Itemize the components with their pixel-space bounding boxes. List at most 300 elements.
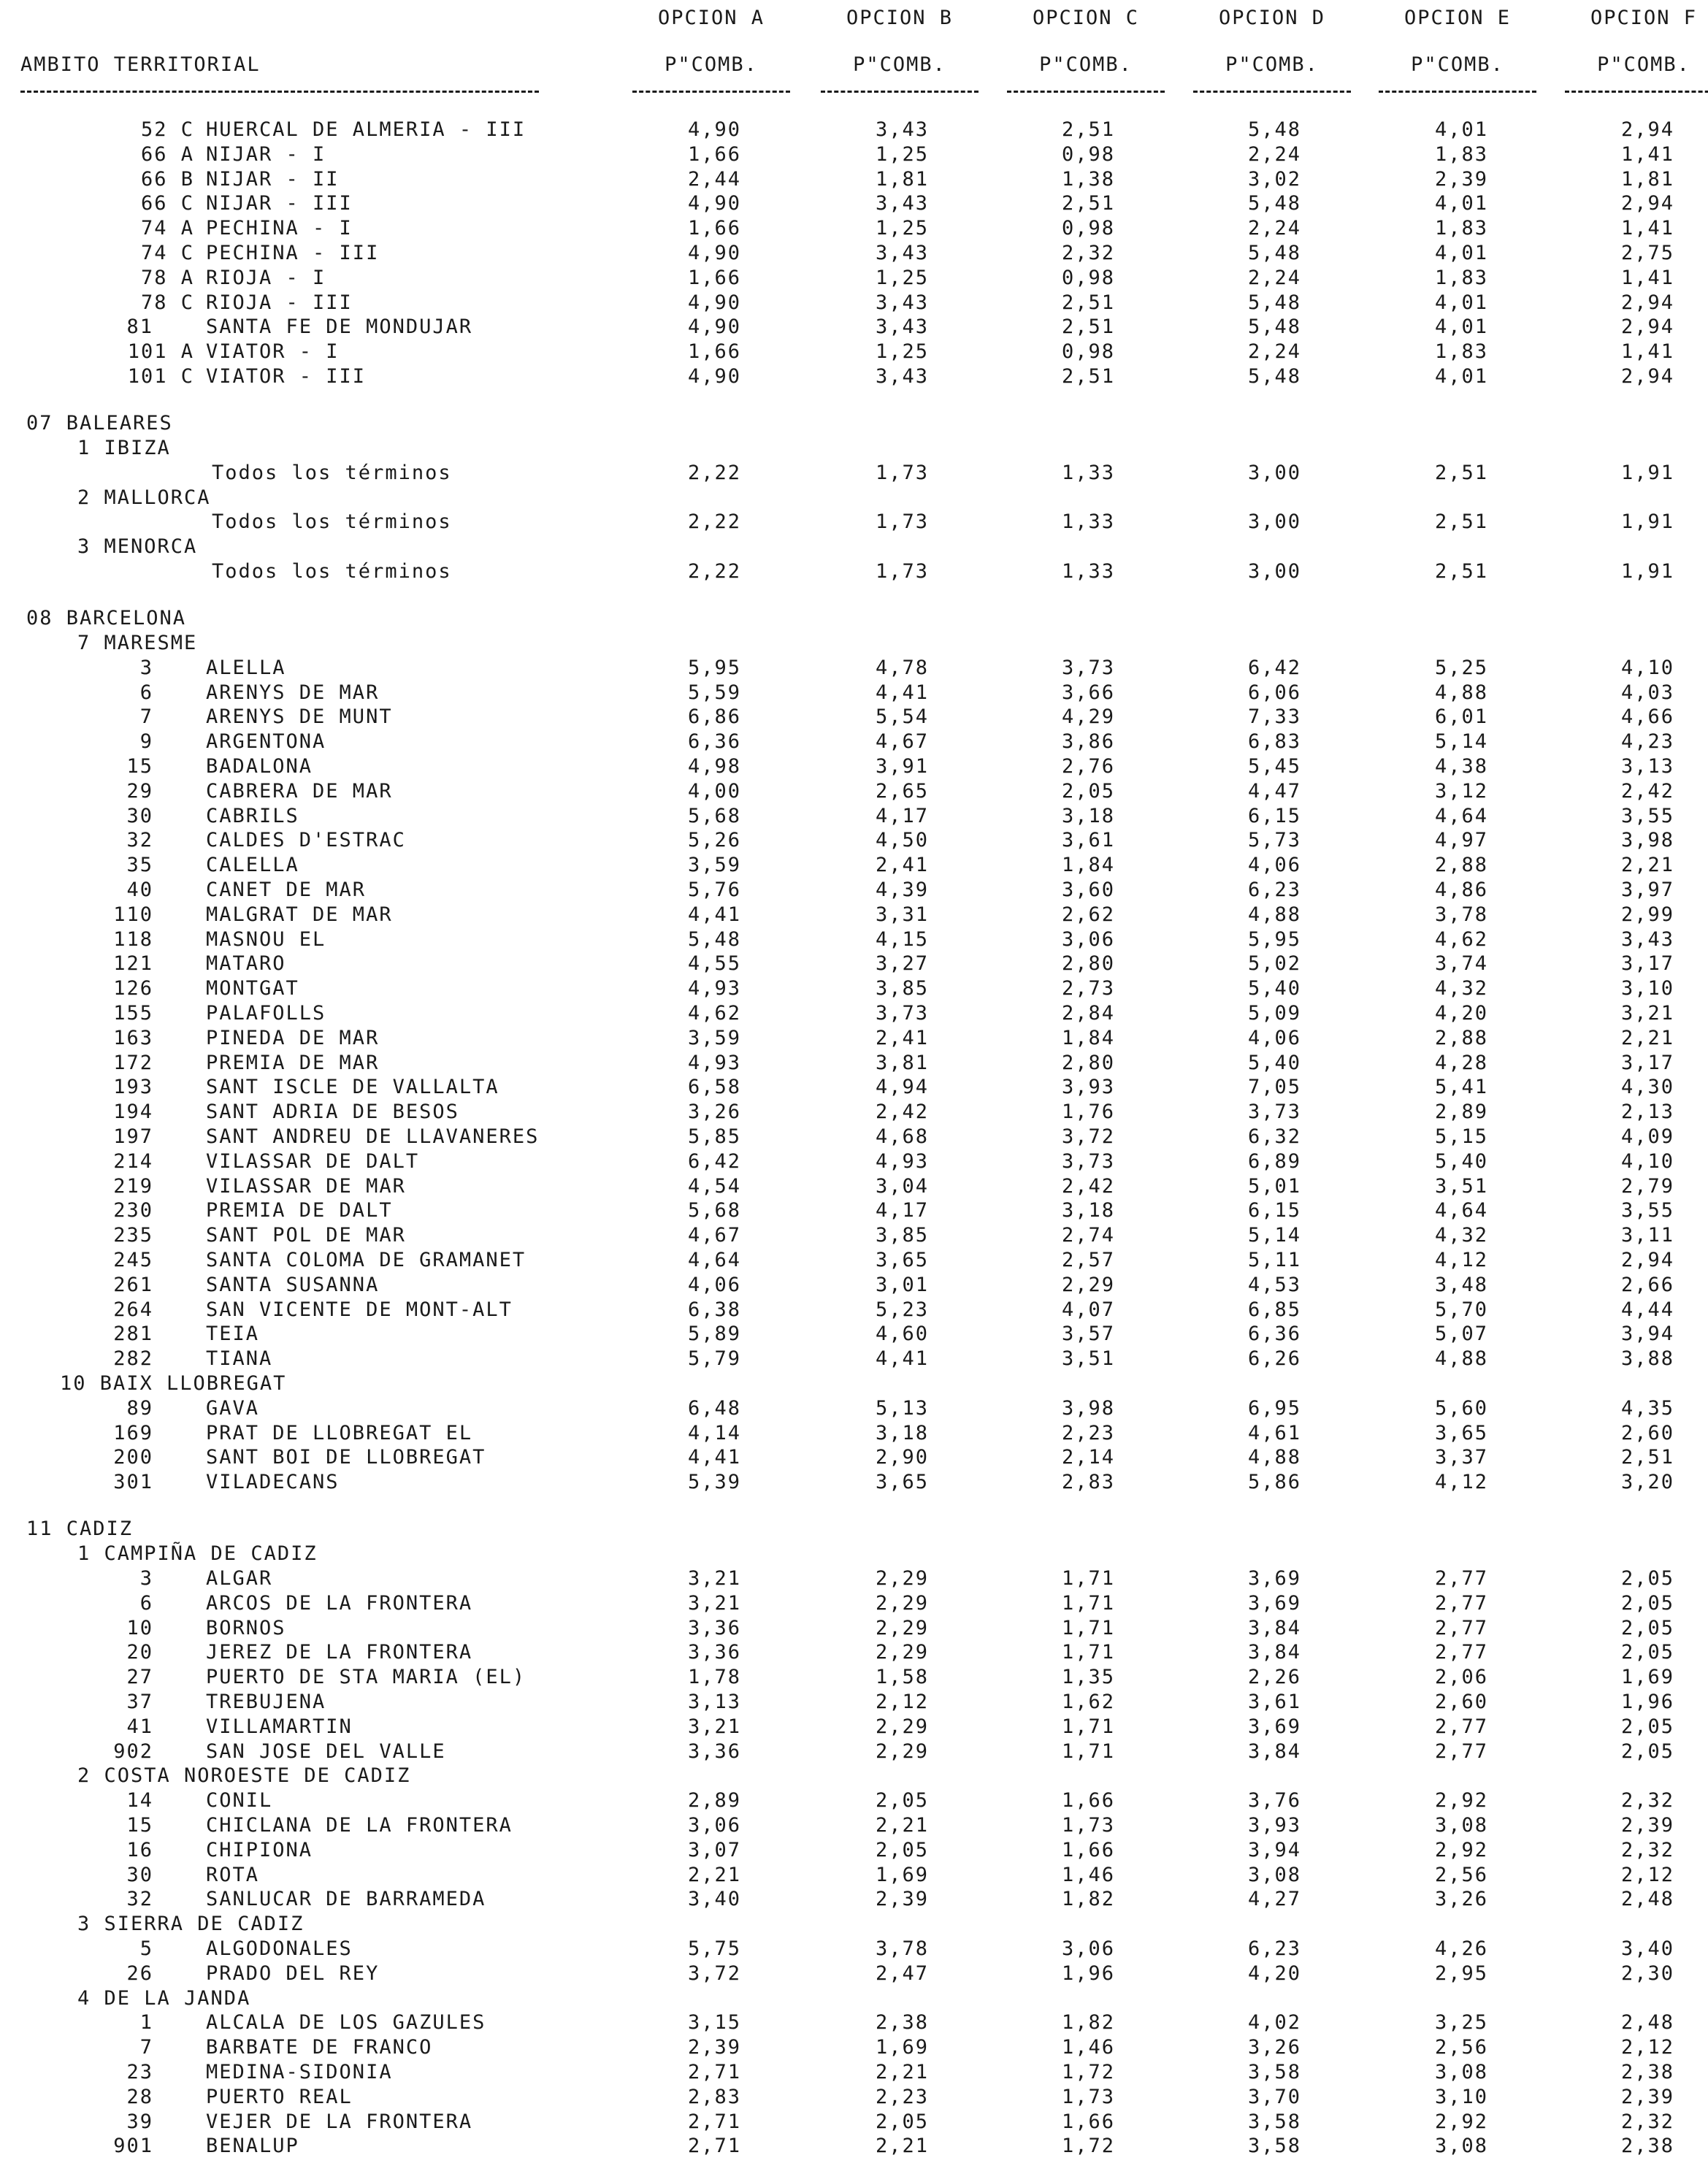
value-option-a: 4,90 bbox=[687, 192, 741, 215]
municipality-name: MONTGAT bbox=[206, 977, 299, 1000]
value-option-e: 4,86 bbox=[1434, 879, 1488, 902]
all-terms-label: Todos los términos bbox=[212, 560, 452, 583]
value-option-d: 6,95 bbox=[1247, 1396, 1301, 1420]
value-option-b: 2,29 bbox=[875, 1591, 929, 1615]
value-option-c: 1,71 bbox=[1061, 1641, 1115, 1664]
municipality-name: TEIA bbox=[206, 1323, 260, 1346]
value-option-e: 4,20 bbox=[1434, 1002, 1488, 1025]
value-option-b: 1,69 bbox=[875, 1863, 929, 1886]
column-underline bbox=[1007, 91, 1165, 93]
value-option-d: 6,23 bbox=[1247, 1937, 1301, 1961]
municipality-name: ARGENTONA bbox=[206, 730, 326, 754]
value-option-e: 1,83 bbox=[1434, 340, 1488, 364]
value-option-f: 3,98 bbox=[1620, 829, 1674, 852]
column-header-option-f: OPCION F bbox=[1590, 7, 1698, 29]
value-option-c: 3,73 bbox=[1061, 1149, 1115, 1173]
value-option-b: 4,68 bbox=[875, 1125, 929, 1149]
value-option-f: 2,39 bbox=[1620, 2085, 1674, 2108]
value-option-b: 1,81 bbox=[875, 167, 929, 191]
value-option-d: 3,00 bbox=[1247, 510, 1301, 534]
value-option-f: 2,60 bbox=[1620, 1421, 1674, 1444]
value-option-a: 5,48 bbox=[687, 927, 741, 951]
value-option-c: 1,84 bbox=[1061, 1026, 1115, 1049]
value-option-d: 6,89 bbox=[1247, 1149, 1301, 1173]
value-option-e: 2,89 bbox=[1434, 1101, 1488, 1124]
value-option-c: 2,73 bbox=[1061, 977, 1115, 1000]
value-option-a: 5,26 bbox=[687, 829, 741, 852]
municipality-code: 194 bbox=[113, 1101, 153, 1124]
municipality-code: 264 bbox=[113, 1298, 153, 1321]
value-option-d: 6,06 bbox=[1247, 681, 1301, 704]
value-option-c: 0,98 bbox=[1061, 266, 1115, 289]
municipality-code: 126 bbox=[113, 977, 153, 1000]
value-option-b: 2,38 bbox=[875, 2011, 929, 2035]
value-option-f: 2,21 bbox=[1620, 854, 1674, 877]
municipality-code: 9 bbox=[139, 730, 153, 754]
value-option-c: 2,51 bbox=[1061, 315, 1115, 339]
value-option-d: 6,15 bbox=[1247, 1199, 1301, 1222]
value-option-b: 2,39 bbox=[875, 1888, 929, 1911]
municipality-name: CONIL bbox=[206, 1789, 273, 1813]
value-option-e: 4,01 bbox=[1434, 291, 1488, 314]
value-option-c: 1,46 bbox=[1061, 2036, 1115, 2059]
value-option-a: 3,36 bbox=[687, 1739, 741, 1763]
value-option-e: 4,88 bbox=[1434, 681, 1488, 704]
municipality-code: 197 bbox=[113, 1125, 153, 1149]
all-terms-label: Todos los términos bbox=[212, 510, 452, 534]
municipality-code: 30 bbox=[126, 804, 153, 827]
column-unit-label: P"COMB. bbox=[1411, 53, 1504, 76]
value-option-f: 3,10 bbox=[1620, 977, 1674, 1000]
municipality-name: GAVA bbox=[206, 1396, 260, 1420]
value-option-e: 5,41 bbox=[1434, 1076, 1488, 1099]
municipality-code: 78 A bbox=[140, 266, 194, 289]
value-option-f: 4,10 bbox=[1620, 656, 1674, 679]
municipality-name: SANTA COLOMA DE GRAMANET bbox=[206, 1249, 526, 1272]
column-unit-label: P"COMB. bbox=[1225, 53, 1319, 76]
value-option-a: 4,06 bbox=[687, 1273, 741, 1296]
value-option-c: 1,73 bbox=[1061, 2085, 1115, 2108]
value-option-e: 4,12 bbox=[1434, 1471, 1488, 1494]
value-option-a: 3,36 bbox=[687, 1616, 741, 1639]
value-option-e: 3,08 bbox=[1434, 1814, 1488, 1837]
value-option-c: 2,51 bbox=[1061, 192, 1115, 215]
municipality-code: 3 bbox=[139, 656, 153, 679]
municipality-code: 5 bbox=[139, 1937, 153, 1961]
value-option-f: 2,12 bbox=[1620, 1863, 1674, 1886]
municipality-code: 40 bbox=[126, 879, 153, 902]
value-option-a: 5,79 bbox=[687, 1347, 741, 1371]
value-option-b: 3,78 bbox=[875, 1937, 929, 1961]
value-option-e: 2,92 bbox=[1434, 2110, 1488, 2133]
municipality-name: RIOJA - III bbox=[206, 291, 353, 314]
value-option-d: 3,94 bbox=[1247, 1838, 1301, 1861]
municipality-name: PECHINA - III bbox=[206, 242, 380, 264]
value-option-a: 4,90 bbox=[687, 118, 741, 141]
value-option-a: 2,44 bbox=[687, 167, 741, 191]
value-option-f: 4,03 bbox=[1620, 681, 1674, 704]
value-option-a: 1,66 bbox=[687, 340, 741, 364]
value-option-e: 3,48 bbox=[1434, 1273, 1488, 1296]
value-option-d: 6,26 bbox=[1247, 1347, 1301, 1371]
municipality-name: VIATOR - I bbox=[206, 340, 340, 364]
value-option-f: 1,91 bbox=[1620, 560, 1674, 583]
value-option-f: 1,41 bbox=[1620, 340, 1674, 364]
municipality-code: 66 A bbox=[140, 142, 194, 166]
value-option-a: 3,21 bbox=[687, 1715, 741, 1738]
value-option-e: 3,74 bbox=[1434, 952, 1488, 976]
value-option-e: 4,12 bbox=[1434, 1249, 1488, 1272]
value-option-a: 6,36 bbox=[687, 730, 741, 754]
value-option-c: 1,71 bbox=[1061, 1567, 1115, 1591]
value-option-f: 2,79 bbox=[1620, 1174, 1674, 1198]
value-option-d: 3,00 bbox=[1247, 461, 1301, 484]
value-option-f: 2,05 bbox=[1620, 1591, 1674, 1615]
value-option-b: 1,69 bbox=[875, 2036, 929, 2059]
municipality-code: 245 bbox=[113, 1249, 153, 1272]
municipality-name: ALELLA bbox=[206, 656, 286, 679]
value-option-b: 3,43 bbox=[875, 315, 929, 339]
value-option-b: 4,41 bbox=[875, 681, 929, 704]
value-option-e: 3,10 bbox=[1434, 2085, 1488, 2108]
value-option-e: 6,01 bbox=[1434, 705, 1488, 729]
municipality-name: CALDES D'ESTRAC bbox=[206, 829, 406, 852]
municipality-code: 30 bbox=[126, 1863, 153, 1886]
value-option-d: 6,83 bbox=[1247, 730, 1301, 754]
value-option-f: 2,94 bbox=[1620, 118, 1674, 141]
municipality-code: 101 C bbox=[127, 365, 194, 388]
value-option-a: 5,89 bbox=[687, 1323, 741, 1346]
municipality-code: 902 bbox=[113, 1739, 153, 1763]
value-option-b: 5,54 bbox=[875, 705, 929, 729]
municipality-name: TIANA bbox=[206, 1347, 273, 1371]
municipality-name: PUERTO REAL bbox=[206, 2085, 353, 2108]
value-option-c: 2,51 bbox=[1061, 365, 1115, 388]
value-option-f: 3,88 bbox=[1620, 1347, 1674, 1371]
value-option-f: 3,17 bbox=[1620, 952, 1674, 976]
value-option-d: 3,84 bbox=[1247, 1739, 1301, 1763]
value-option-e: 3,65 bbox=[1434, 1421, 1488, 1444]
value-option-d: 5,48 bbox=[1247, 192, 1301, 215]
value-option-f: 2,30 bbox=[1620, 1961, 1674, 1985]
municipality-name: VILASSAR DE DALT bbox=[206, 1149, 420, 1173]
value-option-b: 2,05 bbox=[875, 2110, 929, 2133]
value-option-b: 4,15 bbox=[875, 927, 929, 951]
value-option-d: 3,93 bbox=[1247, 1814, 1301, 1837]
value-option-c: 1,33 bbox=[1061, 461, 1115, 484]
value-option-c: 2,76 bbox=[1061, 755, 1115, 778]
value-option-d: 5,09 bbox=[1247, 1002, 1301, 1025]
value-option-e: 2,60 bbox=[1434, 1691, 1488, 1714]
value-option-e: 2,77 bbox=[1434, 1715, 1488, 1738]
municipality-name: CALELLA bbox=[206, 854, 299, 877]
value-option-f: 2,38 bbox=[1620, 2061, 1674, 2084]
value-option-d: 5,95 bbox=[1247, 927, 1301, 951]
value-option-a: 6,48 bbox=[687, 1396, 741, 1420]
value-option-a: 6,42 bbox=[687, 1149, 741, 1173]
municipality-name: SANTA SUSANNA bbox=[206, 1273, 380, 1296]
value-option-a: 2,39 bbox=[687, 2036, 741, 2059]
value-option-e: 2,95 bbox=[1434, 1961, 1488, 1985]
value-option-b: 2,05 bbox=[875, 1789, 929, 1813]
value-option-e: 4,64 bbox=[1434, 804, 1488, 827]
value-option-f: 3,20 bbox=[1620, 1471, 1674, 1494]
value-option-a: 2,22 bbox=[687, 560, 741, 583]
value-option-c: 1,71 bbox=[1061, 1616, 1115, 1639]
value-option-b: 3,43 bbox=[875, 365, 929, 388]
value-option-a: 3,26 bbox=[687, 1101, 741, 1124]
municipality-name: PRADO DEL REY bbox=[206, 1961, 380, 1985]
value-option-f: 3,94 bbox=[1620, 1323, 1674, 1346]
municipality-code: 10 bbox=[126, 1616, 153, 1639]
value-option-c: 1,66 bbox=[1061, 1838, 1115, 1861]
value-option-a: 4,64 bbox=[687, 1249, 741, 1272]
value-option-d: 4,02 bbox=[1247, 2011, 1301, 2035]
value-option-d: 5,40 bbox=[1247, 1051, 1301, 1074]
value-option-e: 2,56 bbox=[1434, 1863, 1488, 1886]
municipality-code: 172 bbox=[113, 1051, 153, 1074]
value-option-a: 4,55 bbox=[687, 952, 741, 976]
value-option-e: 5,07 bbox=[1434, 1323, 1488, 1346]
value-option-d: 6,85 bbox=[1247, 1298, 1301, 1321]
value-option-a: 6,58 bbox=[687, 1076, 741, 1099]
value-option-e: 4,64 bbox=[1434, 1199, 1488, 1222]
municipality-code: 281 bbox=[113, 1323, 153, 1346]
value-option-d: 3,69 bbox=[1247, 1591, 1301, 1615]
value-option-c: 3,61 bbox=[1061, 829, 1115, 852]
value-option-b: 2,29 bbox=[875, 1715, 929, 1738]
municipality-name: CANET DE MAR bbox=[206, 879, 367, 902]
value-option-f: 2,13 bbox=[1620, 1101, 1674, 1124]
municipality-code: 163 bbox=[113, 1026, 153, 1049]
municipality-name: CABRERA DE MAR bbox=[206, 779, 393, 803]
value-option-d: 3,69 bbox=[1247, 1715, 1301, 1738]
municipality-code: 200 bbox=[113, 1446, 153, 1469]
value-option-c: 1,33 bbox=[1061, 560, 1115, 583]
value-option-a: 4,00 bbox=[687, 779, 741, 803]
municipality-code: 20 bbox=[126, 1641, 153, 1664]
value-option-a: 4,14 bbox=[687, 1421, 741, 1444]
column-unit-label: P"COMB. bbox=[1597, 53, 1690, 76]
value-option-f: 3,97 bbox=[1620, 879, 1674, 902]
value-option-b: 3,73 bbox=[875, 1002, 929, 1025]
value-option-d: 3,26 bbox=[1247, 2036, 1301, 2059]
value-option-b: 3,01 bbox=[875, 1273, 929, 1296]
value-option-d: 3,58 bbox=[1247, 2061, 1301, 2084]
value-option-a: 4,62 bbox=[687, 1002, 741, 1025]
value-option-b: 1,73 bbox=[875, 461, 929, 484]
value-option-c: 1,72 bbox=[1061, 2135, 1115, 2158]
municipality-name: ARCOS DE LA FRONTERA bbox=[206, 1591, 473, 1615]
value-option-d: 6,36 bbox=[1247, 1323, 1301, 1346]
value-option-c: 2,74 bbox=[1061, 1224, 1115, 1247]
municipality-name: BENALUP bbox=[206, 2135, 299, 2158]
value-option-b: 3,18 bbox=[875, 1421, 929, 1444]
value-option-f: 2,05 bbox=[1620, 1641, 1674, 1664]
value-option-f: 1,91 bbox=[1620, 461, 1674, 484]
municipality-code: 1 bbox=[139, 2011, 153, 2035]
value-option-d: 3,69 bbox=[1247, 1567, 1301, 1591]
municipality-code: 23 bbox=[126, 2061, 153, 2084]
value-option-b: 5,13 bbox=[875, 1396, 929, 1420]
value-option-a: 3,59 bbox=[687, 1026, 741, 1049]
value-option-b: 3,04 bbox=[875, 1174, 929, 1198]
value-option-a: 3,36 bbox=[687, 1641, 741, 1664]
value-option-f: 2,05 bbox=[1620, 1616, 1674, 1639]
municipality-code: 15 bbox=[126, 755, 153, 778]
municipality-code: 193 bbox=[113, 1076, 153, 1099]
municipality-name: PREMIA DE MAR bbox=[206, 1051, 380, 1074]
municipality-code: 89 bbox=[126, 1396, 153, 1420]
value-option-f: 1,41 bbox=[1620, 266, 1674, 289]
value-option-a: 4,41 bbox=[687, 1446, 741, 1469]
value-option-d: 6,15 bbox=[1247, 804, 1301, 827]
column-unit-label: P"COMB. bbox=[665, 53, 758, 76]
value-option-d: 6,32 bbox=[1247, 1125, 1301, 1149]
municipality-name: TREBUJENA bbox=[206, 1691, 326, 1714]
value-option-c: 2,84 bbox=[1061, 1002, 1115, 1025]
value-option-c: 3,73 bbox=[1061, 656, 1115, 679]
column-underline bbox=[1565, 91, 1708, 93]
value-option-c: 1,66 bbox=[1061, 1789, 1115, 1813]
value-option-d: 2,24 bbox=[1247, 142, 1301, 166]
value-option-f: 2,32 bbox=[1620, 1789, 1674, 1813]
value-option-c: 1,96 bbox=[1061, 1961, 1115, 1985]
value-option-b: 3,43 bbox=[875, 118, 929, 141]
value-option-e: 5,14 bbox=[1434, 730, 1488, 754]
value-option-f: 3,13 bbox=[1620, 755, 1674, 778]
value-option-d: 6,42 bbox=[1247, 656, 1301, 679]
value-option-c: 3,06 bbox=[1061, 1937, 1115, 1961]
column-header-option-b: OPCION B bbox=[846, 7, 954, 29]
value-option-c: 1,72 bbox=[1061, 2061, 1115, 2084]
value-option-c: 1,82 bbox=[1061, 1888, 1115, 1911]
value-option-c: 3,51 bbox=[1061, 1347, 1115, 1371]
value-option-e: 3,12 bbox=[1434, 779, 1488, 803]
value-option-d: 5,11 bbox=[1247, 1249, 1301, 1272]
municipality-code: 155 bbox=[113, 1002, 153, 1025]
municipality-code: 118 bbox=[113, 927, 153, 951]
value-option-b: 1,25 bbox=[875, 340, 929, 364]
value-option-d: 7,05 bbox=[1247, 1076, 1301, 1099]
value-option-d: 2,24 bbox=[1247, 340, 1301, 364]
value-option-c: 1,38 bbox=[1061, 167, 1115, 191]
value-option-b: 1,25 bbox=[875, 266, 929, 289]
municipality-name: RIOJA - I bbox=[206, 266, 326, 289]
municipality-code: 121 bbox=[113, 952, 153, 976]
municipality-code: 261 bbox=[113, 1273, 153, 1296]
municipality-name: ARENYS DE MUNT bbox=[206, 705, 393, 729]
value-option-c: 1,66 bbox=[1061, 2110, 1115, 2133]
value-option-c: 4,07 bbox=[1061, 1298, 1115, 1321]
value-option-c: 1,35 bbox=[1061, 1666, 1115, 1689]
value-option-a: 4,41 bbox=[687, 903, 741, 926]
value-option-a: 4,93 bbox=[687, 1051, 741, 1074]
value-option-a: 5,85 bbox=[687, 1125, 741, 1149]
column-header-option-c: OPCION C bbox=[1032, 7, 1140, 29]
value-option-f: 2,21 bbox=[1620, 1026, 1674, 1049]
value-option-a: 4,67 bbox=[687, 1224, 741, 1247]
municipality-name: MATARO bbox=[206, 952, 286, 976]
value-option-f: 4,09 bbox=[1620, 1125, 1674, 1149]
value-option-e: 2,77 bbox=[1434, 1591, 1488, 1615]
value-option-c: 0,98 bbox=[1061, 340, 1115, 364]
municipality-name: VILASSAR DE MAR bbox=[206, 1174, 406, 1198]
value-option-f: 2,75 bbox=[1620, 242, 1674, 264]
value-option-d: 3,70 bbox=[1247, 2085, 1301, 2108]
value-option-e: 1,83 bbox=[1434, 266, 1488, 289]
value-option-a: 2,71 bbox=[687, 2135, 741, 2158]
value-option-e: 2,88 bbox=[1434, 854, 1488, 877]
value-option-d: 3,73 bbox=[1247, 1101, 1301, 1124]
value-option-d: 5,48 bbox=[1247, 365, 1301, 388]
value-option-b: 3,43 bbox=[875, 291, 929, 314]
value-option-e: 3,08 bbox=[1434, 2061, 1488, 2084]
municipality-name: ARENYS DE MAR bbox=[206, 681, 380, 704]
municipality-name: SANT ISCLE DE VALLALTA bbox=[206, 1076, 499, 1099]
value-option-e: 4,38 bbox=[1434, 755, 1488, 778]
value-option-a: 5,75 bbox=[687, 1937, 741, 1961]
value-option-f: 2,94 bbox=[1620, 192, 1674, 215]
value-option-e: 4,97 bbox=[1434, 829, 1488, 852]
value-option-d: 6,23 bbox=[1247, 879, 1301, 902]
municipality-name: SANT BOI DE LLOBREGAT bbox=[206, 1446, 486, 1469]
value-option-b: 4,60 bbox=[875, 1323, 929, 1346]
value-option-e: 5,40 bbox=[1434, 1149, 1488, 1173]
value-option-f: 2,38 bbox=[1620, 2135, 1674, 2158]
municipality-code: 29 bbox=[126, 779, 153, 803]
value-option-c: 1,62 bbox=[1061, 1691, 1115, 1714]
column-header-option-a: OPCION A bbox=[657, 7, 765, 29]
municipality-name: ALGODONALES bbox=[206, 1937, 353, 1961]
value-option-e: 2,56 bbox=[1434, 2036, 1488, 2059]
value-option-b: 2,21 bbox=[875, 1814, 929, 1837]
value-option-f: 2,32 bbox=[1620, 2110, 1674, 2133]
value-option-f: 4,23 bbox=[1620, 730, 1674, 754]
ambito-underline bbox=[20, 91, 539, 93]
value-option-f: 1,81 bbox=[1620, 167, 1674, 191]
municipality-code: 14 bbox=[126, 1789, 153, 1813]
value-option-d: 3,61 bbox=[1247, 1691, 1301, 1714]
value-option-c: 3,57 bbox=[1061, 1323, 1115, 1346]
value-option-b: 2,21 bbox=[875, 2061, 929, 2084]
value-option-a: 4,54 bbox=[687, 1174, 741, 1198]
value-option-c: 2,80 bbox=[1061, 1051, 1115, 1074]
value-option-a: 6,86 bbox=[687, 705, 741, 729]
value-option-f: 2,05 bbox=[1620, 1739, 1674, 1763]
value-option-e: 3,25 bbox=[1434, 2011, 1488, 2035]
value-option-d: 3,58 bbox=[1247, 2110, 1301, 2133]
value-option-b: 1,25 bbox=[875, 142, 929, 166]
value-option-a: 3,72 bbox=[687, 1961, 741, 1985]
value-option-d: 5,73 bbox=[1247, 829, 1301, 852]
municipality-name: NIJAR - II bbox=[206, 167, 340, 191]
value-option-c: 2,32 bbox=[1061, 242, 1115, 264]
comarca-heading: 1 IBIZA bbox=[77, 437, 171, 460]
value-option-a: 5,59 bbox=[687, 681, 741, 704]
value-option-a: 2,89 bbox=[687, 1789, 741, 1813]
value-option-e: 2,51 bbox=[1434, 510, 1488, 534]
value-option-b: 5,23 bbox=[875, 1298, 929, 1321]
value-option-e: 2,51 bbox=[1434, 461, 1488, 484]
value-option-d: 5,48 bbox=[1247, 242, 1301, 264]
value-option-f: 1,96 bbox=[1620, 1691, 1674, 1714]
value-option-b: 4,67 bbox=[875, 730, 929, 754]
value-option-e: 4,88 bbox=[1434, 1347, 1488, 1371]
value-option-f: 2,32 bbox=[1620, 1838, 1674, 1861]
value-option-d: 3,76 bbox=[1247, 1789, 1301, 1813]
value-option-f: 2,39 bbox=[1620, 1814, 1674, 1837]
